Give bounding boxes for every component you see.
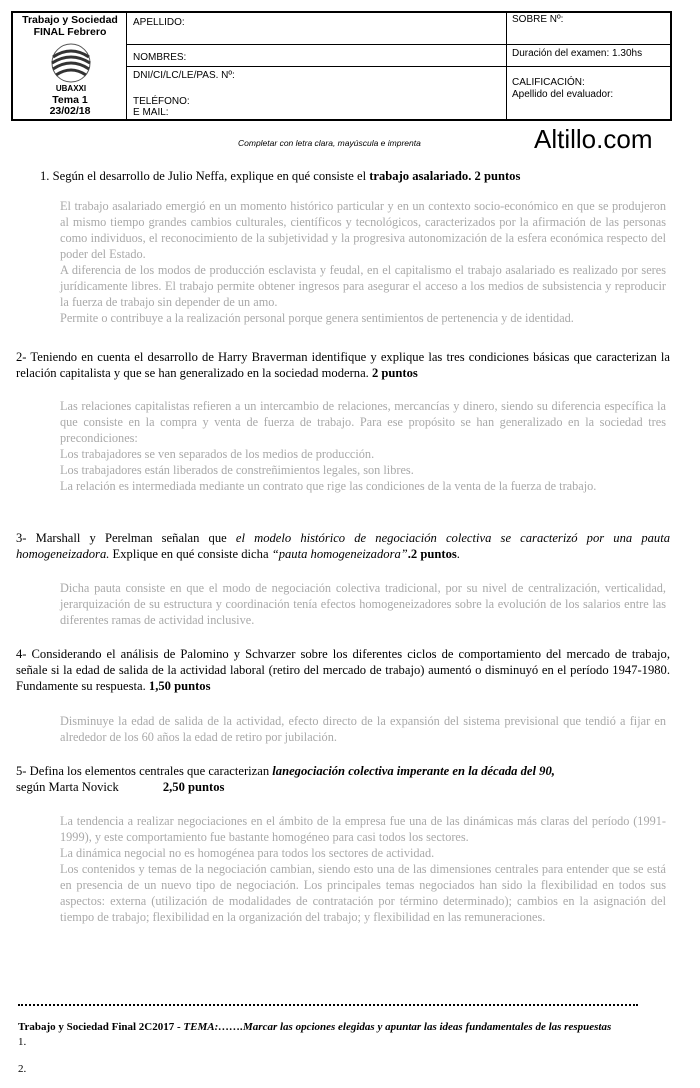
question-3: 3- Marshall y Perelman señalan que el modelo histórico de negociación colectiva se caracterizó por una pauta homogeneizadora. Explique en qué consiste dicha “pauta homogeneizadora”.2 puntos. [16,531,671,561]
instructions: Completar con letra clara, mayúscula e imprenta [238,138,421,148]
course-line-1: Trabajo y Sociedad [22,14,118,26]
answer-2-paragraph: Los trabajadores están liberados de constreñimientos legales, son libres. [60,463,414,477]
answer-2-paragraph: Las relaciones capitalistas refieren a un intercambio de relaciones, mercancías y dinero, siendo su diferencia específica la que consiste en la compra y venta de fuerza de trabajo. Para ese propósito se han generalizado en la sociedad tres precondiciones: [60,399,666,445]
student-info-cell [127,13,507,119]
exam-date: 23/02/18 [49,105,91,117]
answer-4-paragraph: Disminuye la edad de salida de la actividad, efecto directo de la expansión del sistema previsional que tendió a fijar en alrededor de los 60 años la edad de retiro por jubilación. [60,714,666,744]
answer-5-paragraph: La dinámica negocial no es homogénea para todos los sectores de actividad. [60,846,435,860]
course-title [13,14,127,38]
answer-line-1[interactable]: 1. [18,1036,27,1048]
divider [507,66,670,67]
question-5: 5- Defina los elementos centrales que caracterizan lanegociación colectiva imperante en la década del 90, según Marta Novick 2,50 puntos [16,764,555,794]
divider [507,44,670,45]
duracion-label: Duración del examen: 1.30hs [512,48,643,59]
telefono-field[interactable]: TELÉFONO: [133,96,190,107]
answer-4 [60,713,666,745]
apellido-field[interactable]: APELLIDO: [133,17,185,28]
answer-5-paragraph: La tendencia a realizar negociaciones en el ámbito de la empresa fue una de las dinámicas más claras del período (1991-1999), y este comportamiento fue bastante homogéneo para casi todos los sectores. [60,814,666,844]
exam-header [11,11,672,121]
answer-1-paragraph: A diferencia de los modos de producción esclavista y feudal, en el capitalismo el trabajo asalariado es realizado por seres jurídicamente libres. El trabajo permite obtener ingresos para asegurar el acceso a los medios de subsistencia y reproducir la fuerza de trabajo sin depender de un amo. [60,263,666,309]
question-4: 4- Considerando el análisis de Palomino y Schvarzer sobre los diferentes ciclos de comportamiento del mercado de trabajo, señale si la edad de salida de la actividad laboral (retiro del mercado de trabajo) aumentó o disminuyó en el período 1947-1980. Fundamente su respuesta. 1,50 puntos [16,647,670,693]
ubaxxi-logo-icon [43,43,99,93]
answer-1-paragraph: El trabajo asalariado emergió en un momento histórico particular y en un contexto socio-económico en que se produjeron al mismo tiempo grandes cambios culturales, científicos y tecnológicos, caracterizados por la afirmación de las personas como individuos, el reconocimiento de la subjetividad y la progresiva autonomización de la esfera económica respecto del poder del Estado. [60,199,666,261]
divider [127,66,506,67]
answer-1 [60,198,666,326]
email-field[interactable]: E MAIL: [133,107,169,118]
altillo-watermark: Altillo.com [534,124,653,154]
course-cell [13,13,127,119]
question-2: 2- Teniendo en cuenta el desarrollo de Harry Braverman identifique y explique las tres condiciones básicas que caracterizan la relación capitalista y que se han generalizado en la sociedad moderna. 2 puntos [16,350,670,380]
sobre-field[interactable]: SOBRE Nº: [512,14,564,25]
answer-3-paragraph: Dicha pauta consiste en que el modo de negociación colectiva tradicional, por su nivel de centralización, verticalidad, jerarquización de su estructura y coordinación tenía efectos homogeneizadores sobre la evolución de los salarios entre las diferentes ramas de actividad inclusive. [60,581,666,627]
calificacion-field: CALIFICACIÓN: [512,77,585,88]
course-line-2: FINAL Febrero [33,26,107,38]
dotted-separator [18,990,638,1006]
answer-5-paragraph: Los contenidos y temas de la negociación cambian, siendo esto una de las dimensiones centrales para entender que se está en presencia de un nuevo tipo de negociación. Los principales temas negociados han sido la flexibilidad en todos sus aspectos: externa (utilización de modalidades de contratación por término determinado); cambios en la asignación del tiempo de trabajo; flexibilidad en la organización del trabajo; y flexibilidad en las remuneraciones. [60,862,666,924]
evaluador-field: Apellido del evaluador: [512,89,614,100]
nombres-field[interactable]: NOMBRES: [133,52,187,63]
exam-info-cell [507,13,670,119]
question-1: 1. Según el desarrollo de Julio Neffa, explique en qué consiste el trabajo asalariado. 2 puntos [40,169,521,183]
logo-text: UBAXXI [55,84,87,93]
divider [127,44,506,45]
dni-field[interactable]: DNI/CI/LC/LE/PAS. Nº: [133,70,235,81]
answer-5 [60,813,666,925]
answer-2 [60,398,666,494]
tema-label: Tema 1 [52,94,88,106]
answer-3 [60,580,666,628]
answer-line-2[interactable]: 2. [18,1063,27,1075]
answer-2-paragraph: La relación es intermediada mediante un contrato que rige las condiciones de la venta de la fuerza de trabajo. [60,479,597,493]
footer-instructions: Trabajo y Sociedad Final 2C2017 - TEMA:…….Marcar las opciones elegidas y apuntar las ideas fundamentales de las respuestas [18,1021,612,1033]
answer-1-paragraph: Permite o contribuye a la realización personal porque genera sentimientos de pertenencia y de identidad. [60,311,574,325]
tema-block [13,95,127,117]
answer-2-paragraph: Los trabajadores se ven separados de los medios de producción. [60,447,375,461]
